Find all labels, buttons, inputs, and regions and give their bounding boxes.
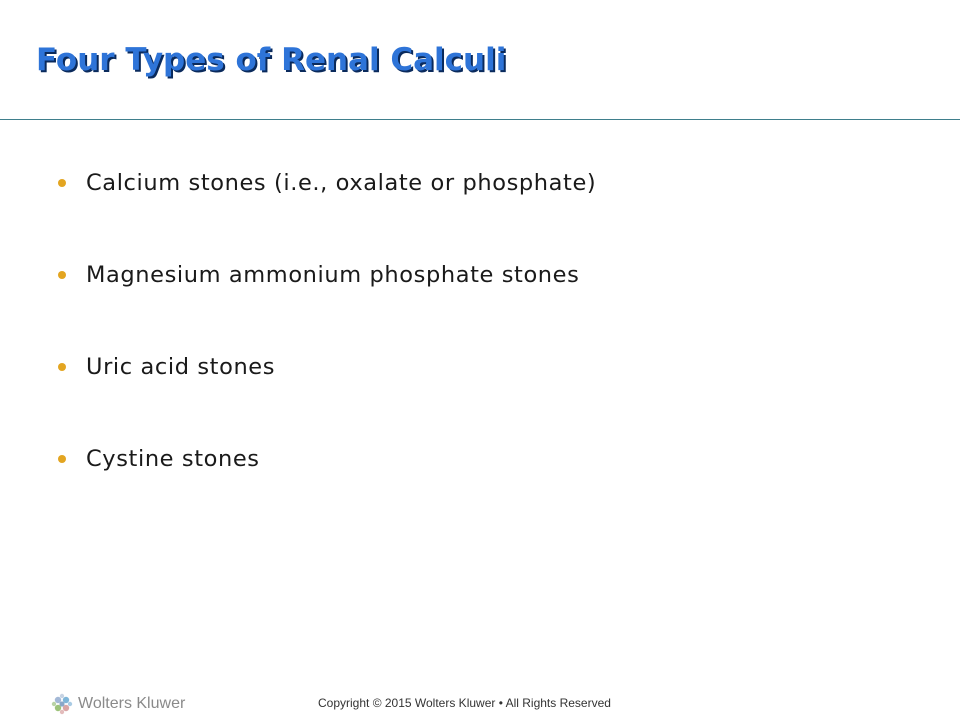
bullet-text: Uric acid stones xyxy=(86,354,276,380)
slide-title: Four Types of Renal Calculi xyxy=(36,42,507,78)
bullet-icon xyxy=(58,179,66,187)
footer-logo xyxy=(50,692,185,716)
logo-text: Wolters Kluwer xyxy=(78,695,186,712)
bullet-text: Magnesium ammonium phosphate stones xyxy=(86,262,580,288)
list-item xyxy=(58,252,596,298)
bullet-icon xyxy=(58,455,66,463)
title-divider xyxy=(0,119,960,120)
list-item xyxy=(58,436,596,482)
list-item xyxy=(58,160,596,206)
wolters-kluwer-logo-icon xyxy=(50,692,74,716)
bullet-icon xyxy=(58,363,66,371)
bullet-list xyxy=(58,160,596,528)
list-item xyxy=(58,344,596,390)
bullet-icon xyxy=(58,271,66,279)
bullet-text: Calcium stones (i.e., oxalate or phosphate) xyxy=(86,170,597,196)
copyright-notice: Copyright © 2015 Wolters Kluwer • All Rights Reserved xyxy=(318,696,611,710)
bullet-text: Cystine stones xyxy=(86,446,260,472)
